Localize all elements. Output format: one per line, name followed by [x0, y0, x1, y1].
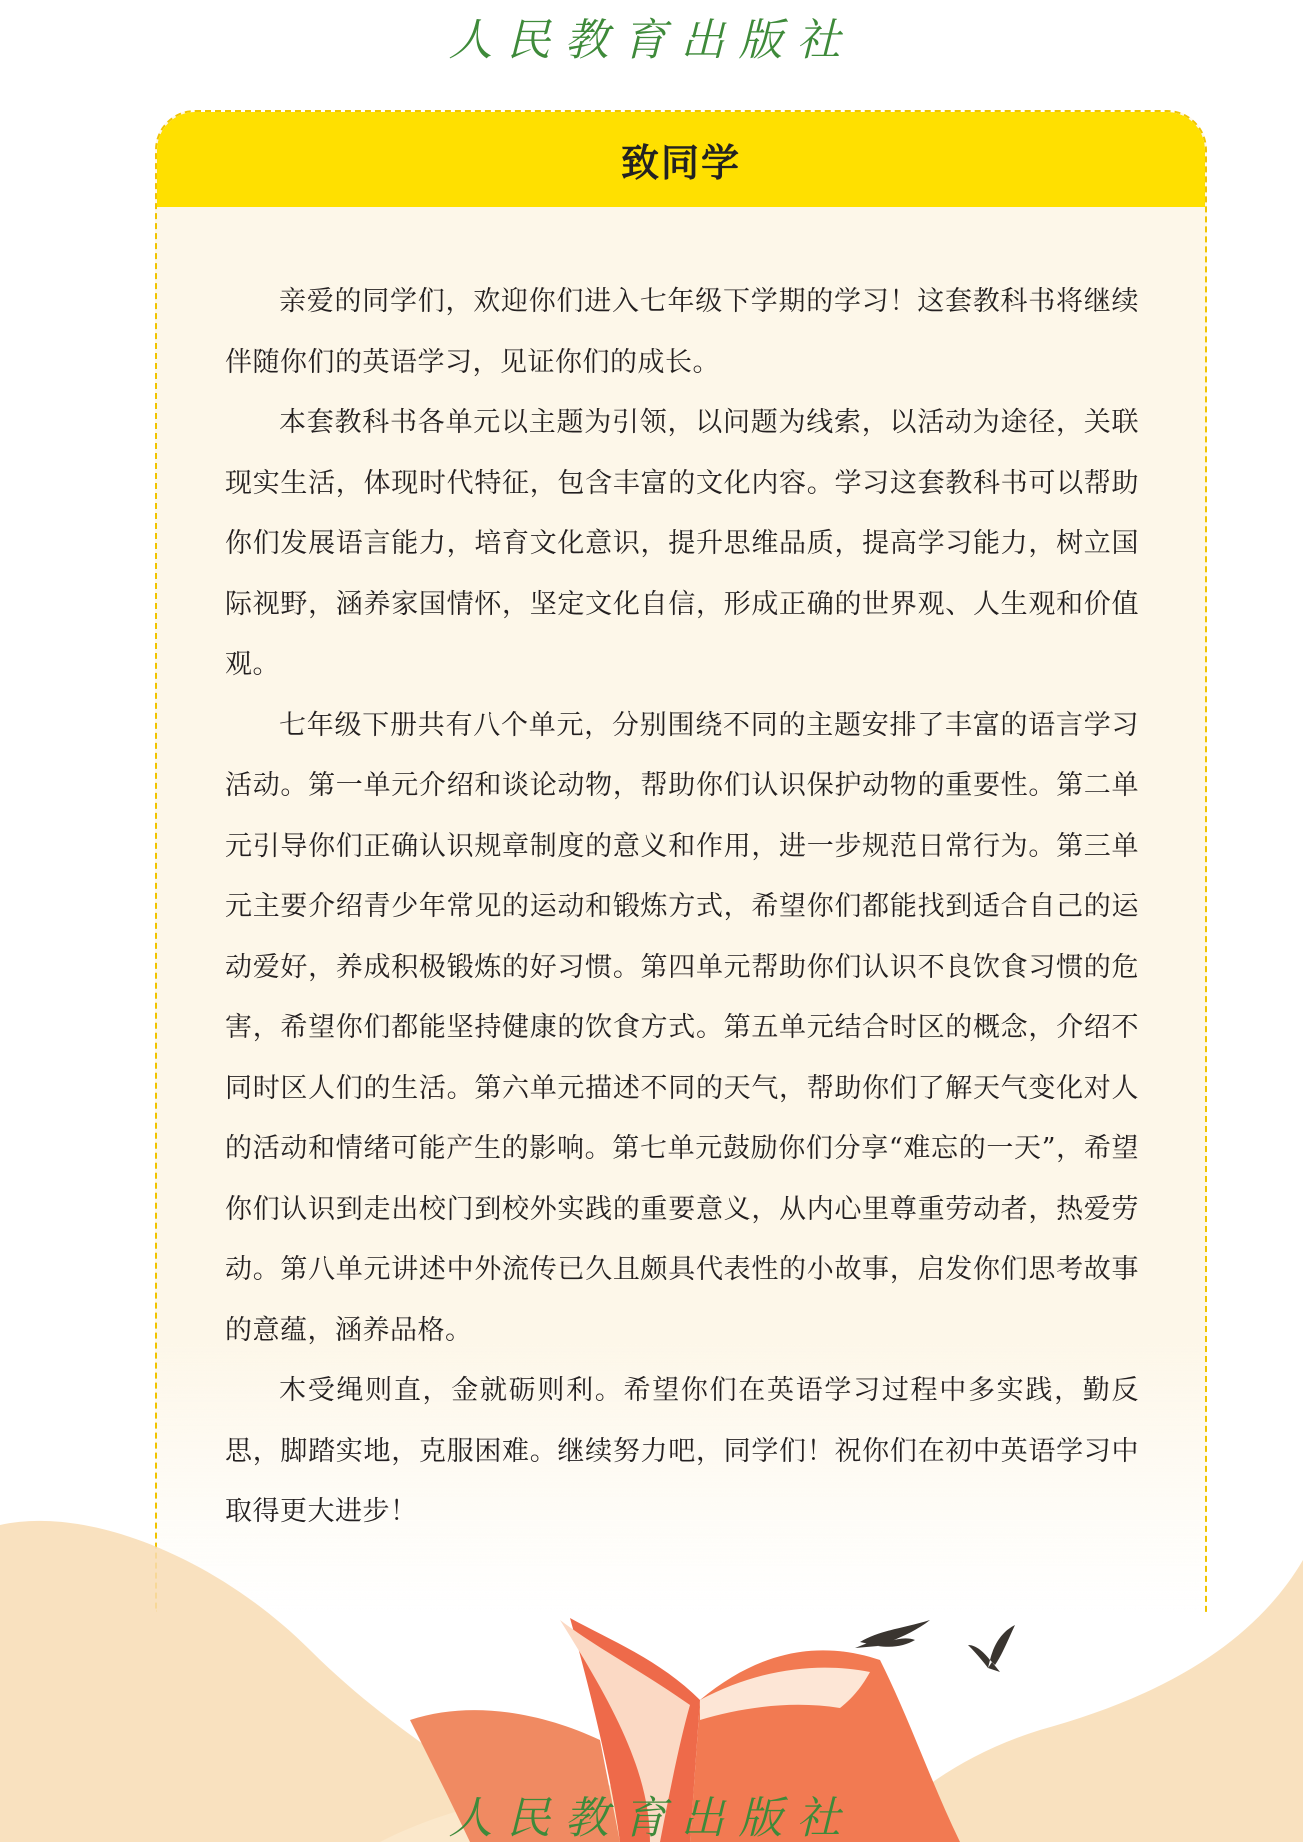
paragraph-3: 七年级下册共有八个单元，分别围绕不同的主题安排了丰富的语言学习活动。第一单元介绍和谈论动物，帮助你们认识保护动物的重要性。第二单元引导你们正确认识规章制度的意义和作用，进一步规范日常行为。第三单元主要介绍青少年常见的运动和锻炼方式，希望你们都能找到适合自己的运动爱好，养成积极锻炼的好习惯。第四单元帮助你们认识不良饮食习惯的危害，希望你们都能坚持健康的饮食方式。第五单元结合时区的概念，介绍不同时区人们的生活。第六单元描述不同的天气，帮助你们了解天气变化对人的活动和情绪可能产生的影响。第七单元鼓励你们分享“难忘的一天”，希望你们认识到走出校门到校外实践的重要意义，从内心里尊重劳动者，热爱劳动。第八单元讲述中外流传已久且颇具代表性的小故事，启发你们思考故事的意蕴，涵养品格。 [225, 709, 1139, 1346]
bird-icon-2 [968, 1625, 1015, 1672]
bird-icon-1 [855, 1620, 930, 1648]
letter-body [225, 272, 1139, 1543]
paragraph-1: 亲爱的同学们，欢迎你们进入七年级下学期的学习！这套教科书将继续伴随你们的英语学习，见证你们的成长。 [225, 286, 1139, 378]
publisher-logo-bottom: 人民教育出版社 [448, 1793, 855, 1844]
publisher-logo-top: 人民教育出版社 [448, 15, 855, 66]
letter-card [155, 110, 1207, 1612]
paragraph-2: 本套教科书各单元以主题为引领，以问题为线索，以活动为途径，关联现实生活，体现时代特征，包含丰富的文化内容。学习这套教科书可以帮助你们发展语言能力，培育文化意识，提升思维品质，提高学习能力，树立国际视野，涵养家国情怀，坚定文化自信，形成正确的世界观、人生观和价值观。 [225, 407, 1139, 680]
paragraph-4: 木受绳则直，金就砺则利。希望你们在英语学习过程中多实践，勤反思，脚踏实地，克服困难。继续努力吧，同学们！祝你们在初中英语学习中取得更大进步！ [225, 1375, 1139, 1527]
letter-title: 致同学 [620, 141, 741, 185]
letter-header [157, 112, 1205, 207]
